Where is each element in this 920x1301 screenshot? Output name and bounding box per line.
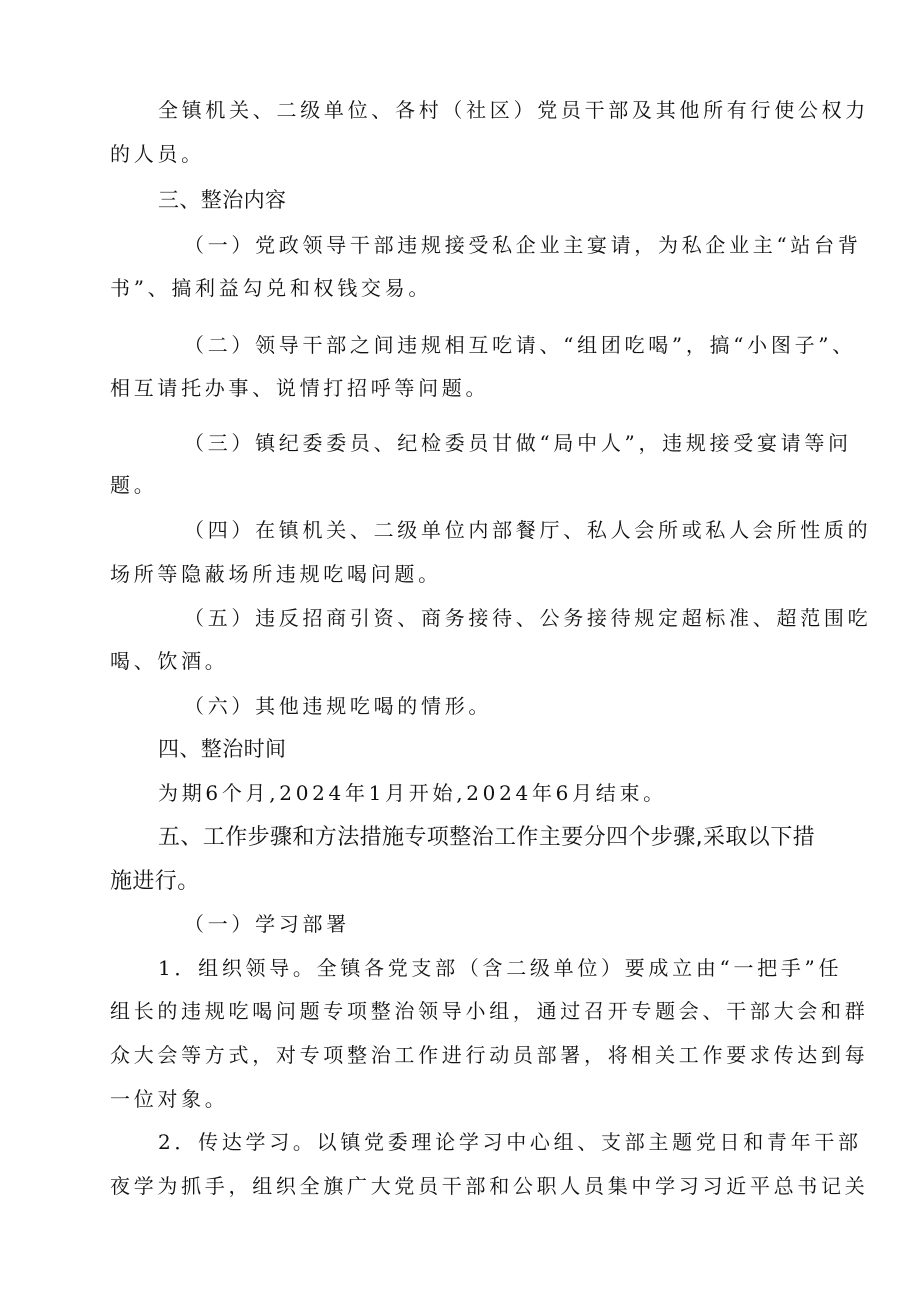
section-3-title: 三、整治内容 xyxy=(158,188,287,212)
item-2-line-1: （二）领导干部之间违规相互吃请、“组团吃喝”，搞“小图子”、 xyxy=(184,333,856,357)
point-2-line-1: 2．传达学习。以镇党委理论学习中心组、支部主题党日和青年干部 xyxy=(158,1130,862,1154)
item-5-line-2: 喝、饮酒。 xyxy=(110,649,229,673)
section-4-title: 四、整治时间 xyxy=(158,737,287,761)
section-5-line-2: 施进行。 xyxy=(110,869,200,894)
scope-line-1: 全镇机关、二级单位、各村（社区）党员干部及其他所有行使公权力 xyxy=(158,98,869,122)
item-5-line-1: （五）违反招商引资、商务接待、公务接待规定超标准、超范围吃 xyxy=(184,606,872,630)
scope-line-2: 的人员。 xyxy=(110,142,205,166)
item-1-line-2: 书”、搞利益勾兑和权钱交易。 xyxy=(110,276,433,300)
point-1-line-1: 1．组织领导。全镇各党支部（含二级单位）要成立由“一把手”任 xyxy=(158,956,843,980)
item-4-line-1: （四）在镇机关、二级单位内部餐厅、私人会所或私人会所性质的 xyxy=(184,518,872,542)
item-6-line-1: （六）其他违规吃喝的情形。 xyxy=(184,694,493,718)
point-1-line-3: 众大会等方式，对专项整治工作进行动员部署，将相关工作要求传达到每 xyxy=(110,1043,869,1067)
item-4-line-2: 场所等隐蔽场所违规吃喝问题。 xyxy=(110,562,442,586)
item-2-line-2: 相互请托办事、说情打招呼等问题。 xyxy=(110,376,490,400)
time-line: 为期6个月,2024年1月开始,2024年6月结束。 xyxy=(158,781,667,805)
section-5-line-1: 五、工作步骤和方法措施专项整治工作主要分四个步骤,采取以下措 xyxy=(158,825,815,850)
point-1-line-4: 一位对象。 xyxy=(110,1087,229,1111)
item-3-line-2: 题。 xyxy=(110,473,158,497)
item-1-line-1: （一）党政领导干部违规接受私企业主宴请，为私企业主“站台背 xyxy=(184,233,862,257)
point-2-line-2: 夜学为抓手，组织全旗广大党员干部和公职人员集中学习习近平总书记关 xyxy=(110,1174,869,1198)
point-1-line-2: 组长的违规吃喝问题专项整治领导小组，通过召开专题会、干部大会和群 xyxy=(110,999,869,1023)
item-3-line-1: （三）镇纪委委员、纪检委员甘做“局中人”，违规接受宴请等问 xyxy=(184,431,852,455)
step-1-title: （一）学习部署 xyxy=(184,912,350,936)
